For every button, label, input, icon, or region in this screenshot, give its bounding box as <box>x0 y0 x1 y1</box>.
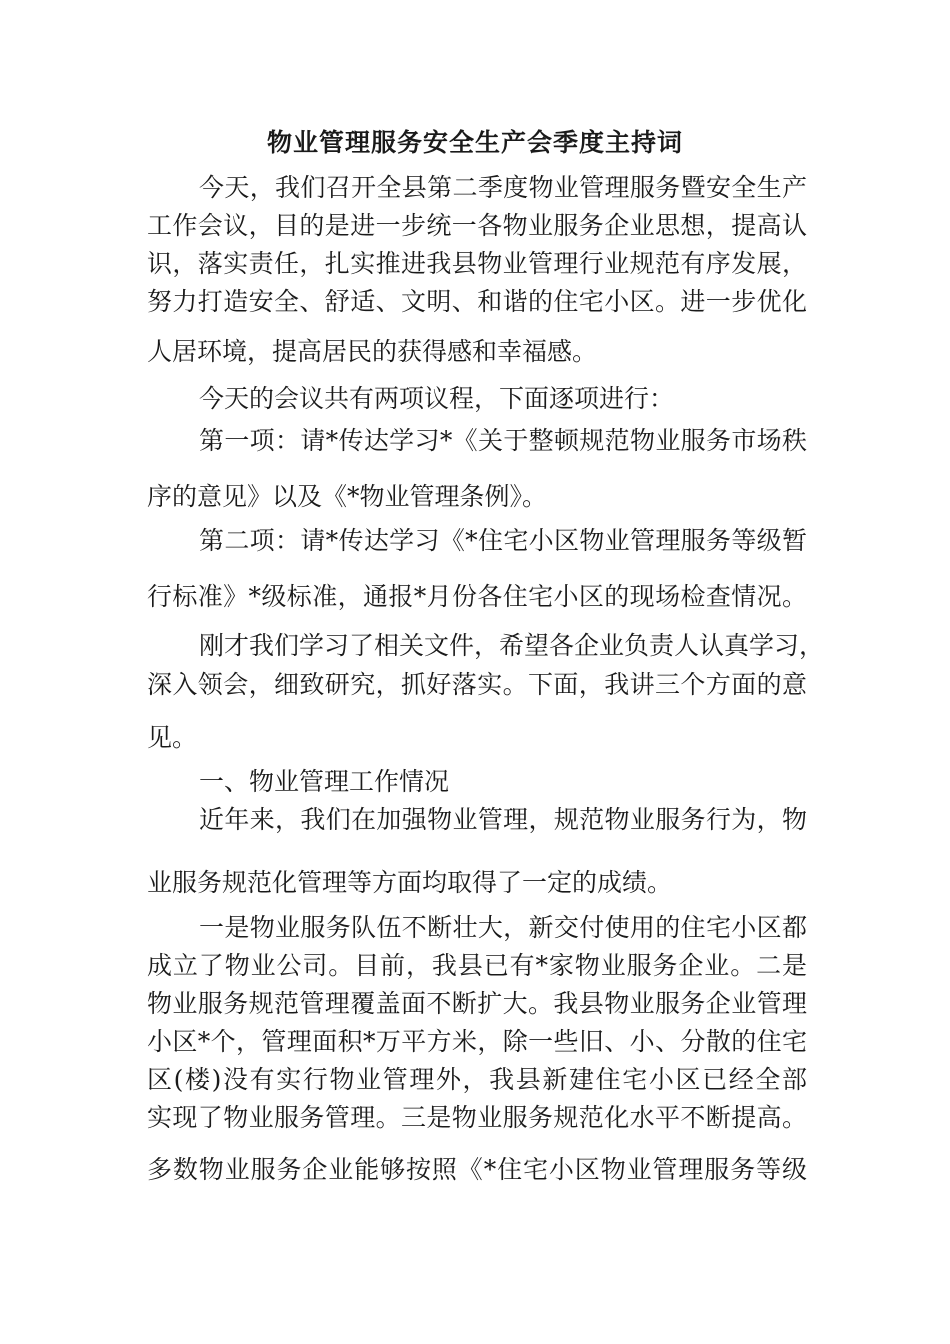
paragraph-line: 工作会议，目的是进一步统一各物业服务企业思想，提高认 <box>147 211 807 240</box>
paragraph-line: 行标准》*级标准，通报*月份各住宅小区的现场检查情况。 <box>147 582 807 611</box>
paragraph-line: 人居环境，提高居民的获得感和幸福感。 <box>147 337 598 366</box>
paragraph-line: 业服务规范化管理等方面均取得了一定的成绩。 <box>147 868 673 897</box>
document-title: 物业管理服务安全生产会季度主持词 <box>266 128 683 157</box>
paragraph-line: 成立了物业公司。目前，我县已有*家物业服务企业。二是 <box>147 951 807 980</box>
paragraph-line: 刚才我们学习了相关文件，希望各企业负责人认真学习， <box>199 631 825 660</box>
paragraph-line: 小区*个，管理面积*万平方米，除一些旧、小、分散的住宅 <box>147 1027 807 1056</box>
paragraph-line: 序的意见》以及《*物业管理条例》。 <box>147 482 548 511</box>
paragraph-line: 物业服务规范管理覆盖面不断扩大。我县物业服务企业管理 <box>147 989 807 1018</box>
paragraph-line: 努力打造安全、舒适、文明、和谐的住宅小区。进一步优化 <box>147 287 807 316</box>
paragraph-line: 多数物业服务企业能够按照《*住宅小区物业管理服务等级 <box>147 1155 807 1184</box>
paragraph-line: 一是物业服务队伍不断壮大，新交付使用的住宅小区都 <box>199 913 807 942</box>
paragraph-line: 今天的会议共有两项议程，下面逐项进行： <box>199 384 675 413</box>
paragraph-line: 近年来，我们在加强物业管理，规范物业服务行为，物 <box>199 805 807 834</box>
paragraph-line: 见。 <box>147 723 198 752</box>
paragraph-line: 第二项：请*传达学习《*住宅小区物业管理服务等级暂 <box>199 526 807 555</box>
paragraph-line: 识，落实责任，扎实推进我县物业管理行业规范有序发展， <box>147 249 807 278</box>
paragraph-line: 第一项：请*传达学习*《关于整顿规范物业服务市场秩 <box>199 426 807 455</box>
section-heading: 一、物业管理工作情况 <box>199 767 450 796</box>
paragraph-line: 区(楼)没有实行物业管理外，我县新建住宅小区已经全部 <box>147 1065 807 1094</box>
paragraph-line: 深入领会，细致研究，抓好落实。下面，我讲三个方面的意 <box>147 670 807 699</box>
paragraph-line: 实现了物业服务管理。三是物业服务规范化水平不断提高。 <box>147 1103 807 1132</box>
paragraph-line: 今天，我们召开全县第二季度物业管理服务暨安全生产 <box>199 173 807 202</box>
